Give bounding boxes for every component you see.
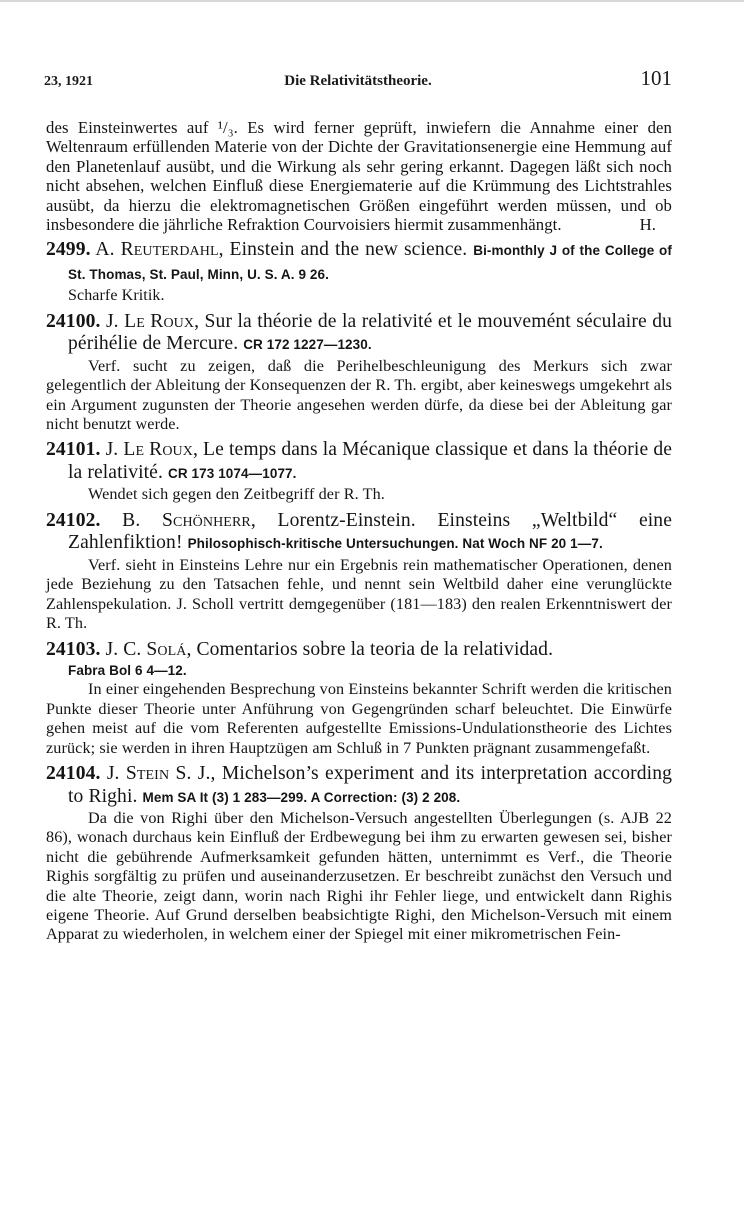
author-name: Le Roux, <box>123 439 198 461</box>
entry-heading <box>46 639 672 662</box>
author-name: Reuterdahl, <box>120 239 224 261</box>
entry-reference: Philosophisch-kritische Untersuchungen. Nat Woch NF 20 1—7. <box>187 536 603 552</box>
entry-24100 <box>46 311 672 435</box>
entry-24104 <box>46 763 672 945</box>
entry-title: Le temps dans la Mécanique classique et dans la théorie de la relativité. <box>68 439 673 483</box>
entry-number: 24100. <box>46 310 101 332</box>
entry-24102 <box>46 510 672 634</box>
entry-number: 24102. <box>46 509 101 531</box>
entry-heading <box>46 439 672 485</box>
reviewer-signature: H. <box>639 215 656 235</box>
author-name: Schönherr, <box>162 509 256 531</box>
author-name: Solá, <box>146 638 192 660</box>
author-initials: J. <box>106 763 120 785</box>
page-body <box>46 118 672 945</box>
entry-title: Sur la théorie de la relativité et le mouvemént séculaire du périhélie de Mercure. <box>68 310 673 355</box>
running-header <box>44 66 672 96</box>
entry-summary: Wendet sich gegen den Zeitbegriff der R. Th. <box>88 485 385 504</box>
author-name: Stein S. J., <box>125 763 216 785</box>
entry-number: 2499. <box>46 239 91 261</box>
author-initials: J. C. <box>105 638 142 660</box>
intro-text: des Einsteinwertes auf ¹/₃. Es wird ferner geprüft, inwiefern die Annahme einer den Weltenraum erfüllenden Materie von der Dichte der Gravitationsenergie eine Hemmung auf den Planetenlauf ausübt, und die Wirkung als sehr gering erkannt. Dagegen läßt sich noch nicht absehen, welchen Einfluß diese Energiematerie auf die Krümmung des Lichtstrahles ausübt, da hierzu die elektromagnetischen Größen eingeführt werden müssen, und ob insbesondere die jährliche Refraktion Courvoisiers hiermit zusammenhängt. <box>46 118 672 235</box>
entry-2499 <box>46 239 672 305</box>
page-number: 101 <box>640 66 672 90</box>
entry-heading <box>46 510 672 556</box>
entry-summary: Verf. sieht in Einsteins Lehre nur ein Ergebnis rein mathematischer Operationen, denen jede Beziehung zu den Tatsachen fehle, und nennt sein Weltbild daher eine verunglückte Zahlenspekulation. J. Scholl vertritt demgegenüber (181—183) den realen Erkenntniswert der R. Th. <box>46 555 672 633</box>
header-section-title: Die Relativitätstheorie. <box>284 73 432 89</box>
entry-title: Comentarios sobre la teoria de la relatividad. <box>196 638 554 660</box>
entry-reference: Bi-monthly J of the College of St. Thomas, St. Paul, Minn, U. S. A. 9 26. <box>68 243 672 282</box>
top-rule <box>0 0 744 2</box>
author-initials: J. <box>105 310 119 332</box>
entry-summary: Da die von Righi über den Michelson-Versuch angestellten Überlegungen (s. AJB 22 86), wonach durchaus kein Einfluß der Erdbewegung bei ihm zu erwarten gewesen sei, bisher nicht die gebührende Aufmerksamkeit gefunden hätten, unternimmt es Verf., die Theorie Righis sorgfältig zu prüfen und auseinanderzusetzen. Er beschreibt zunächst den Versuch und die alte Theorie, zeigt dann, worin nach Righi ihr Fehler liege, und entwickelt dann Righis eigene Theorie. Auf Grund derselben beabsichtigte Righi, den Michelson-Versuch mit einem Apparat zu wiederholen, in welchem einer der Spiegel mit einer mikrometrischen Fein- <box>46 809 672 944</box>
entry-heading <box>46 763 672 809</box>
entry-title: Einstein and the new science. <box>229 239 468 261</box>
entry-reference: CR 173 1074—1077. <box>167 465 297 481</box>
entry-title: Lorentz-Einstein. Einsteins „Weltbild“ eine Zahlenfiktion! <box>68 509 673 554</box>
entry-heading <box>46 239 672 286</box>
entry-reference: Fabra Bol 6 4—12. <box>68 663 187 679</box>
entry-heading <box>46 311 672 357</box>
entry-reference: CR 172 1227—1230. <box>243 337 372 353</box>
entry-summary: Verf. sucht zu zeigen, daß die Perihelbeschleunigung des Merkurs sich zwar gelegentlich der Ableitung der Konsequenzen der R. Th. ergibt, aber keineswegs umgekehrt als ein Argument zugunsten der Theorie angesehen werden dürfe, da diese bei der Ableitung gar nicht benutzt werde. <box>46 356 672 434</box>
entry-number: 24104. <box>46 763 101 785</box>
author-initials: B. <box>122 509 141 531</box>
author-initials: J. <box>105 439 119 461</box>
entry-note: Scharfe Kritik. <box>68 287 165 305</box>
entry-number: 24101. <box>46 439 101 461</box>
entry-summary: In einer eingehenden Besprechung von Einsteins bekannter Schrift werden die kritischen Punkte dieser Theorie unter Anführung von Gegengründen scharf beleuchtet. Die Einwürfe gehen meist auf die vom Referenten aufgestellte Emissions-Undulationstheorie des Lichtes zurück; sie werden in ihren Hauptzügen am Schluß in 7 Punkten prägnant zusammengefaßt. <box>46 680 672 757</box>
entry-reference: Mem SA It (3) 1 283—299. A Correction: (3) 2 208. <box>142 789 461 805</box>
author-initials: A. <box>95 239 115 261</box>
entry-number: 24103. <box>46 638 101 660</box>
entry-24103 <box>46 639 672 759</box>
author-name: Le Roux, <box>124 310 200 332</box>
header-volume-year: 23, 1921 <box>44 74 93 89</box>
entry-24101 <box>46 439 672 504</box>
entry-title: Michelson’s experiment and its interpretation according to Righi. <box>68 763 672 807</box>
